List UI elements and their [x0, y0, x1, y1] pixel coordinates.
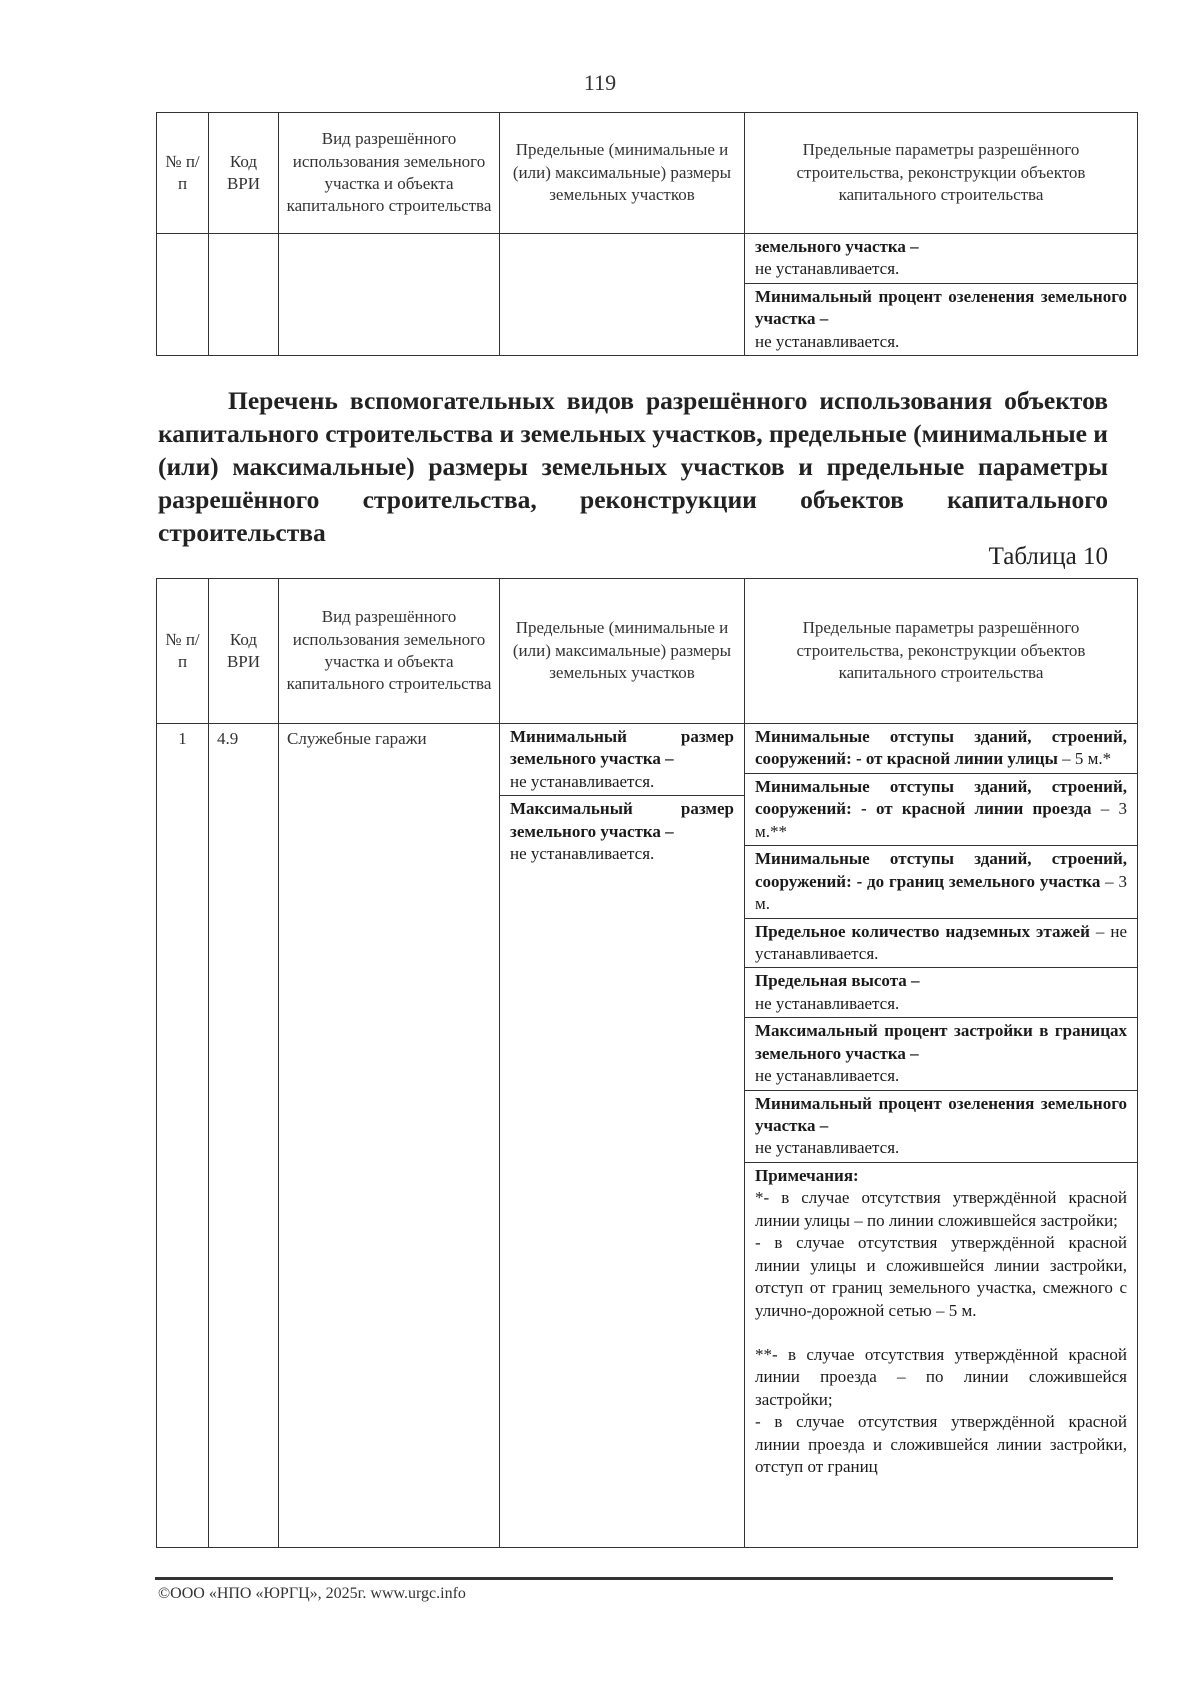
row-num: 1: [157, 724, 209, 1548]
table-row: [157, 724, 1138, 1548]
notes-title: Примечания:: [755, 1165, 859, 1185]
plot-size-cell: [500, 724, 745, 1548]
empty-cell: [500, 234, 745, 356]
param-block: Минимальный процент озеленения земельного участка – не устанавливается.: [745, 283, 1137, 355]
page-number: 119: [583, 70, 617, 95]
header-build-params: Предельные параметры разрешённого строительства, реконструкции объектов капитального строительства: [745, 579, 1138, 724]
empty-cell: [209, 234, 279, 356]
notes-block: [745, 1162, 1137, 1479]
param-block: Минимальный процент озеленения земельного участка – не устанавливается.: [745, 1090, 1137, 1162]
header-code: Код ВРИ: [209, 113, 279, 234]
header-build-params: Предельные параметры разрешённого строительства, реконструкции объектов капитального строительства: [745, 113, 1138, 234]
note-paragraph: *- в случае отсутствия утверждённой красной линии улицы – по линии сложившейся застройки;: [755, 1188, 1127, 1230]
plot-size-block: Максимальный размер земельного участка – не устанавливается.: [500, 795, 744, 867]
param-block: Минимальные отступы зданий, строений, сооружений: - до границ земельного участка – 3 м.: [745, 845, 1137, 917]
header-num: № п/п: [157, 113, 209, 234]
param-block: Предельное количество надземных этажей – не устанавливается.: [745, 918, 1137, 968]
footer-copyright: ©ООО «НПО «ЮРГЦ», 2025г. www.urgc.info: [158, 1585, 466, 1602]
header-use-type: Вид разрешённого использования земельного участка и объекта капитального строительства: [279, 113, 500, 234]
header-num: № п/п: [157, 579, 209, 724]
section-heading: Перечень вспомогательных видов разрешённого использования объектов капитального строительства и земельных участков, предельные (минимальные и (или) максимальные) размеры земельных участков и предельные параметры разрешённого строительства, реконструкции объектов капитального строительства: [158, 386, 1108, 547]
note-paragraph: - в случае отсутствия утверждённой красной линии улицы и сложившейся линии застройки, отступ от границ земельного участка, смежного с улично-дорожной сетью – 5 м.: [755, 1233, 1127, 1320]
header-code: Код ВРИ: [209, 579, 279, 724]
plot-size-block: Минимальный размер земельного участка – не устанавливается.: [510, 727, 734, 791]
footer-rule: [155, 1577, 1113, 1580]
note-paragraph: - в случае отсутствия утверждённой красной линии проезда и сложившейся линии застройки, отступ от границ: [755, 1412, 1127, 1477]
continuation-table: [156, 112, 1138, 356]
header-use-type: Вид разрешённого использования земельного участка и объекта капитального строительства: [279, 579, 500, 724]
empty-cell: [157, 234, 209, 356]
header-plot-size: Предельные (минимальные и (или) максимальные) размеры земельных участков: [500, 113, 745, 234]
table-caption: Таблица 10: [988, 543, 1108, 570]
params-cell: [745, 234, 1138, 356]
param-block: земельного участка – не устанавливается.: [755, 237, 919, 279]
param-block: Минимальные отступы зданий, строений, сооружений: - от красной линии улицы – 5 м.*: [755, 727, 1127, 769]
main-table: [156, 578, 1138, 1548]
param-block: Максимальный процент застройки в границах земельного участка – не устанавливается.: [745, 1017, 1137, 1089]
empty-cell: [279, 234, 500, 356]
header-plot-size: Предельные (минимальные и (или) максимальные) размеры земельных участков: [500, 579, 745, 724]
params-cell: [745, 724, 1138, 1548]
row-code: 4.9: [209, 724, 279, 1548]
note-paragraph: **- в случае отсутствия утверждённой красной линии проезда – по линии сложившейся застройки;: [755, 1344, 1127, 1409]
param-block: Предельная высота – не устанавливается.: [745, 967, 1137, 1017]
param-block: Минимальные отступы зданий, строений, сооружений: - от красной линии проезда – 3 м.**: [745, 773, 1137, 845]
row-use-type: Служебные гаражи: [279, 724, 500, 1548]
